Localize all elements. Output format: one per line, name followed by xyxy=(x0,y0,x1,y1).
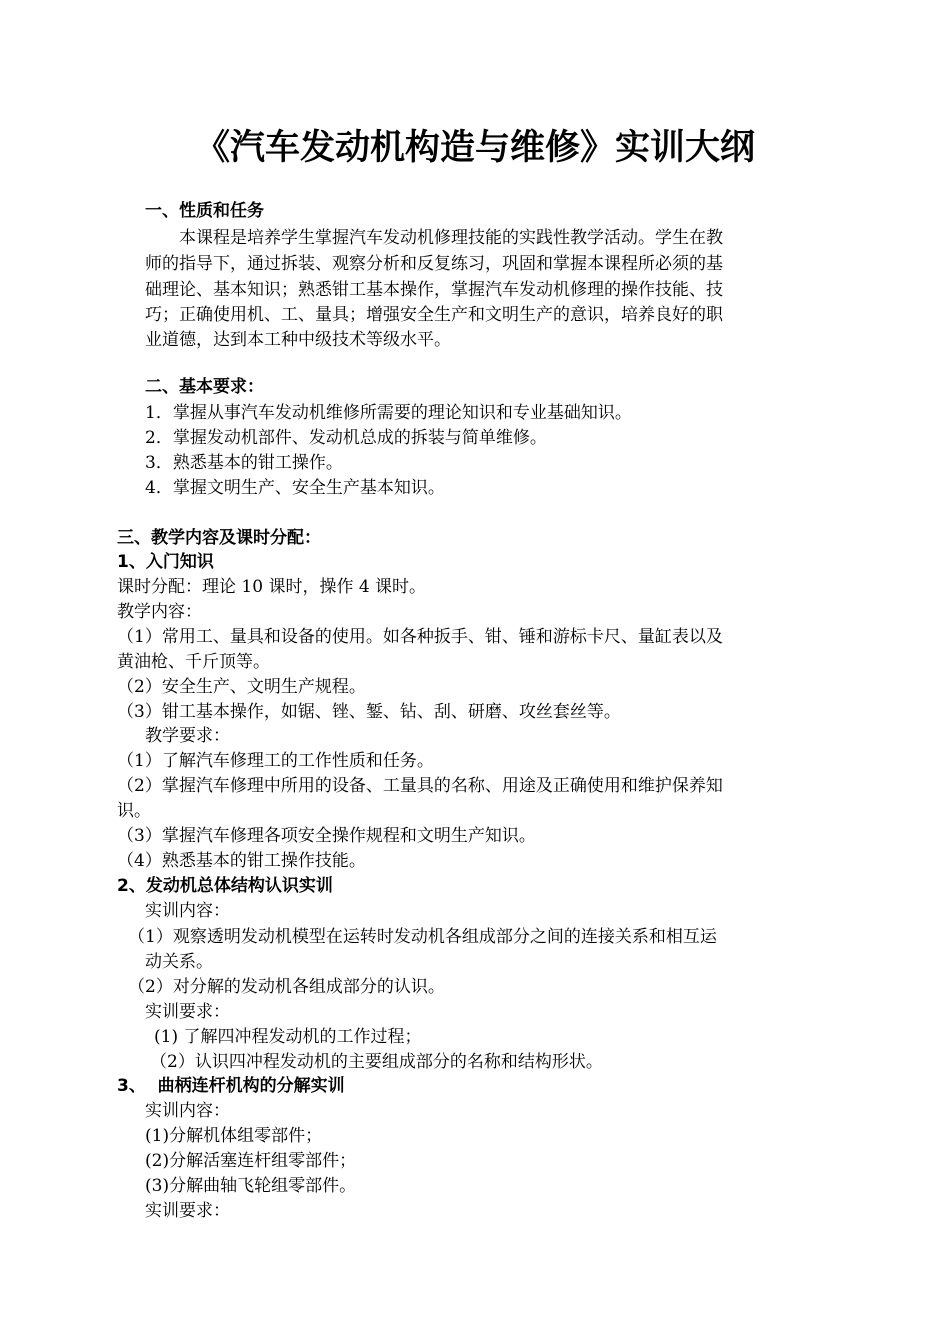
section-1-paragraph-line: 础理论、基本知识；熟悉钳工基本操作，掌握汽车发动机修理的操作技能、技 xyxy=(145,280,723,300)
unit-1-hours: 课时分配：理论 10 课时，操作 4 课时。 xyxy=(117,577,427,597)
section-3-heading: 三、教学内容及课时分配： xyxy=(117,528,321,548)
unit-1-content-label: 教学内容： xyxy=(117,602,202,622)
unit-1-content-line: 黄油枪、千斤顶等。 xyxy=(117,652,270,672)
section-1-paragraph-line: 本课程是培养学生掌握汽车发动机修理技能的实践性教学活动。学生在教 xyxy=(179,228,723,248)
unit-1-content-line: （1）常用工、量具和设备的使用。如各种扳手、钳、锤和游标卡尺、量缸表以及 xyxy=(117,627,723,647)
unit-2-requirement-label: 实训要求： xyxy=(145,1002,230,1022)
unit-1-requirement-line: （2）掌握汽车修理中所用的设备、工量具的名称、用途及正确使用和维护保养知 xyxy=(117,776,723,796)
section-1-paragraph-line: 业道德，达到本工种中级技术等级水平。 xyxy=(145,330,451,350)
section-2-heading: 二、基本要求： xyxy=(145,377,264,397)
section-1-paragraph-line: 巧；正确使用机、工、量具；增强安全生产和文明生产的意识，培养良好的职 xyxy=(145,305,723,325)
unit-3-heading: 3、 曲柄连杆机构的分解实训 xyxy=(117,1076,345,1096)
section-2-item: 1．掌握从事汽车发动机维修所需要的理论知识和专业基础知识。 xyxy=(145,403,632,423)
section-2-item: 3．熟悉基本的钳工操作。 xyxy=(145,453,343,473)
unit-2-content-line: 动关系。 xyxy=(145,952,213,972)
unit-1-requirement-line: （4）熟悉基本的钳工操作技能。 xyxy=(117,851,366,871)
section-1-paragraph-line: 师的指导下，通过拆装、观察分析和反复练习，巩固和掌握本课程所必须的基 xyxy=(145,254,723,274)
unit-1-requirement-line: 识。 xyxy=(117,801,151,821)
unit-1-content-line: （3）钳工基本操作，如锯、锉、錾、钻、刮、研磨、攻丝套丝等。 xyxy=(117,702,621,722)
section-1-heading: 一、性质和任务 xyxy=(145,201,264,221)
section-2-item: 4．掌握文明生产、安全生产基本知识。 xyxy=(145,478,445,498)
unit-3-content-line: (1)分解机体组零部件； xyxy=(145,1126,323,1146)
section-2-item: 2．掌握发动机部件、发动机总成的拆装与简单维修。 xyxy=(145,428,547,448)
unit-2-requirement-line: (1) 了解四冲程发动机的工作过程； xyxy=(154,1027,422,1047)
unit-3-requirement-label: 实训要求： xyxy=(145,1201,230,1221)
document-title: 《汽车发动机构造与维修》实训大纲 xyxy=(194,128,755,168)
unit-1-requirement-line: （3）掌握汽车修理各项安全操作规程和文明生产知识。 xyxy=(117,826,536,846)
unit-1-content-line: （2）安全生产、文明生产规程。 xyxy=(117,677,366,697)
unit-1-heading: 1、入门知识 xyxy=(117,552,214,572)
unit-3-content-line: (2)分解活塞连杆组零部件； xyxy=(145,1151,357,1171)
unit-2-content-line: （1）观察透明发动机模型在运转时发动机各组成部分之间的连接关系和相互运 xyxy=(128,927,717,947)
unit-2-heading: 2、发动机总体结构认识实训 xyxy=(117,876,333,896)
unit-1-requirement-label: 教学要求： xyxy=(145,726,230,746)
unit-3-content-line: (3)分解曲轴飞轮组零部件。 xyxy=(145,1176,357,1196)
unit-3-content-label: 实训内容： xyxy=(145,1101,230,1121)
unit-1-requirement-line: （1）了解汽车修理工的工作性质和任务。 xyxy=(117,751,434,771)
unit-2-content-line: （2）对分解的发动机各组成部分的认识。 xyxy=(128,977,445,997)
unit-2-requirement-line: （2）认识四冲程发动机的主要组成部分的名称和结构形状。 xyxy=(150,1052,603,1072)
unit-2-content-label: 实训内容： xyxy=(145,901,230,921)
